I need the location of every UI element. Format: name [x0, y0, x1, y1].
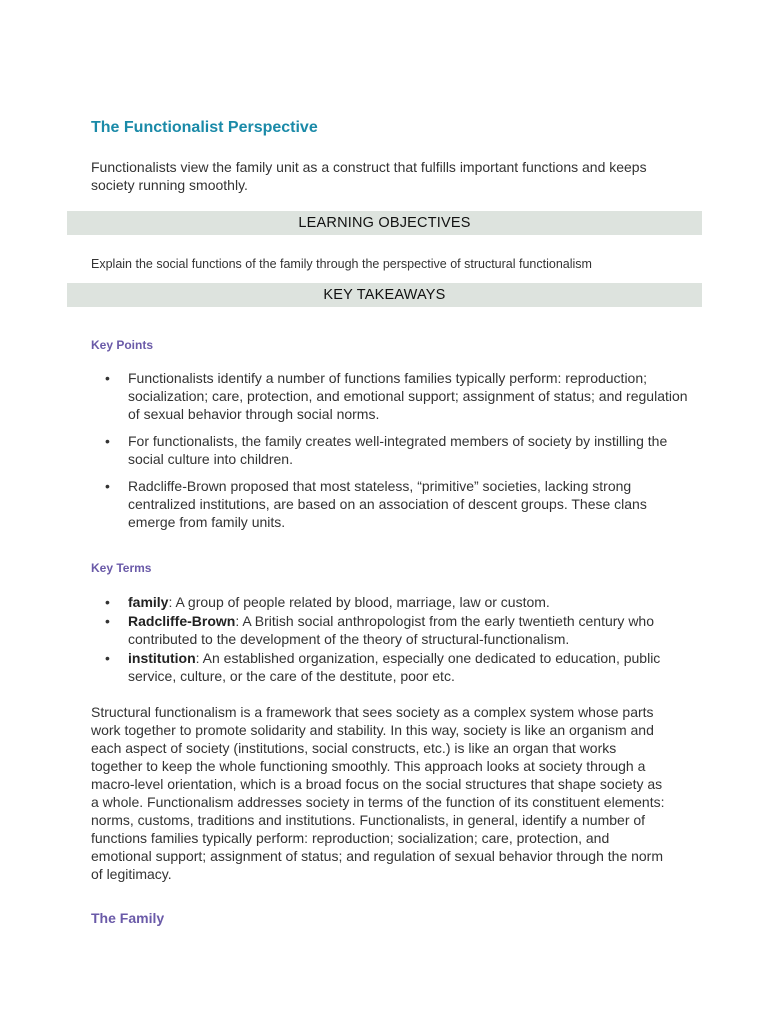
term-word: family	[128, 594, 169, 610]
list-item	[91, 612, 691, 648]
list-item	[91, 649, 691, 685]
bullet-icon: •	[105, 613, 110, 629]
key-terms-list	[91, 593, 691, 686]
term-definition: : An established organization, especially one dedicated to education, public service, culture, or the care of the destitute, poor etc.	[128, 650, 661, 684]
bullet-icon: •	[105, 594, 110, 610]
key-point-text: Radcliffe-Brown proposed that most stateless, “primitive” societies, lacking strong centralized institutions, are based on an association of descent groups. These clans emerge from family units.	[128, 478, 647, 530]
key-points-list	[91, 369, 691, 540]
bullet-icon: •	[105, 478, 110, 494]
key-point-text: Functionalists identify a number of functions families typically perform: reproduction; socialization; care, protection, and emotional support; assignment of status; and regulation of sexual behavior through social norms.	[128, 370, 688, 422]
learning-objectives-banner: LEARNING OBJECTIVES	[67, 211, 702, 235]
term-word: Radcliffe-Brown	[128, 613, 236, 629]
key-takeaways-banner: KEY TAKEAWAYS	[67, 283, 702, 307]
list-item	[91, 593, 691, 611]
term-definition: : A group of people related by blood, marriage, law or custom.	[168, 594, 550, 610]
intro-paragraph: Functionalists view the family unit as a construct that fulfills important functions and keeps society running smoothly.	[91, 159, 647, 193]
list-item	[91, 432, 691, 468]
term-definition: : A British social anthropologist from the early twentieth century who contributed to the development of the theory of structural-functionalism.	[128, 613, 654, 647]
key-points-heading: Key Points	[91, 338, 154, 352]
section-heading: The Family	[91, 910, 165, 926]
list-item	[91, 477, 691, 531]
bullet-icon: •	[105, 433, 110, 449]
key-point-text: For functionalists, the family creates well-integrated members of society by instilling the social culture into children.	[128, 433, 668, 467]
bullet-icon: •	[105, 650, 110, 666]
list-item	[91, 369, 691, 423]
body-paragraph: Structural functionalism is a framework that sees society as a complex system whose parts work together to promote solidarity and stability. In this way, society is like an organism and each aspect of society (institutions, social constructs, etc.) is like an organ that works together to keep the whole functioning smoothly. This approach looks at society through a macro-level orientation, which is a broad focus on the social structures that shape society as a whole. Functionalism addresses society in terms of the function of its constituent elements: norms, customs, traditions and institutions. Functionalists, in general, identify a number of functions families typically perform: reproduction; socialization; care, protection, and emotional support; assignment of status; and regulation of sexual behavior through the norm of legitimacy.	[91, 704, 665, 882]
bullet-icon: •	[105, 370, 110, 386]
key-terms-heading: Key Terms	[91, 561, 152, 575]
term-word: institution	[128, 650, 196, 666]
page-title: The Functionalist Perspective	[91, 119, 318, 136]
learning-objective-text: Explain the social functions of the family through the perspective of structural functionalism	[91, 257, 592, 271]
